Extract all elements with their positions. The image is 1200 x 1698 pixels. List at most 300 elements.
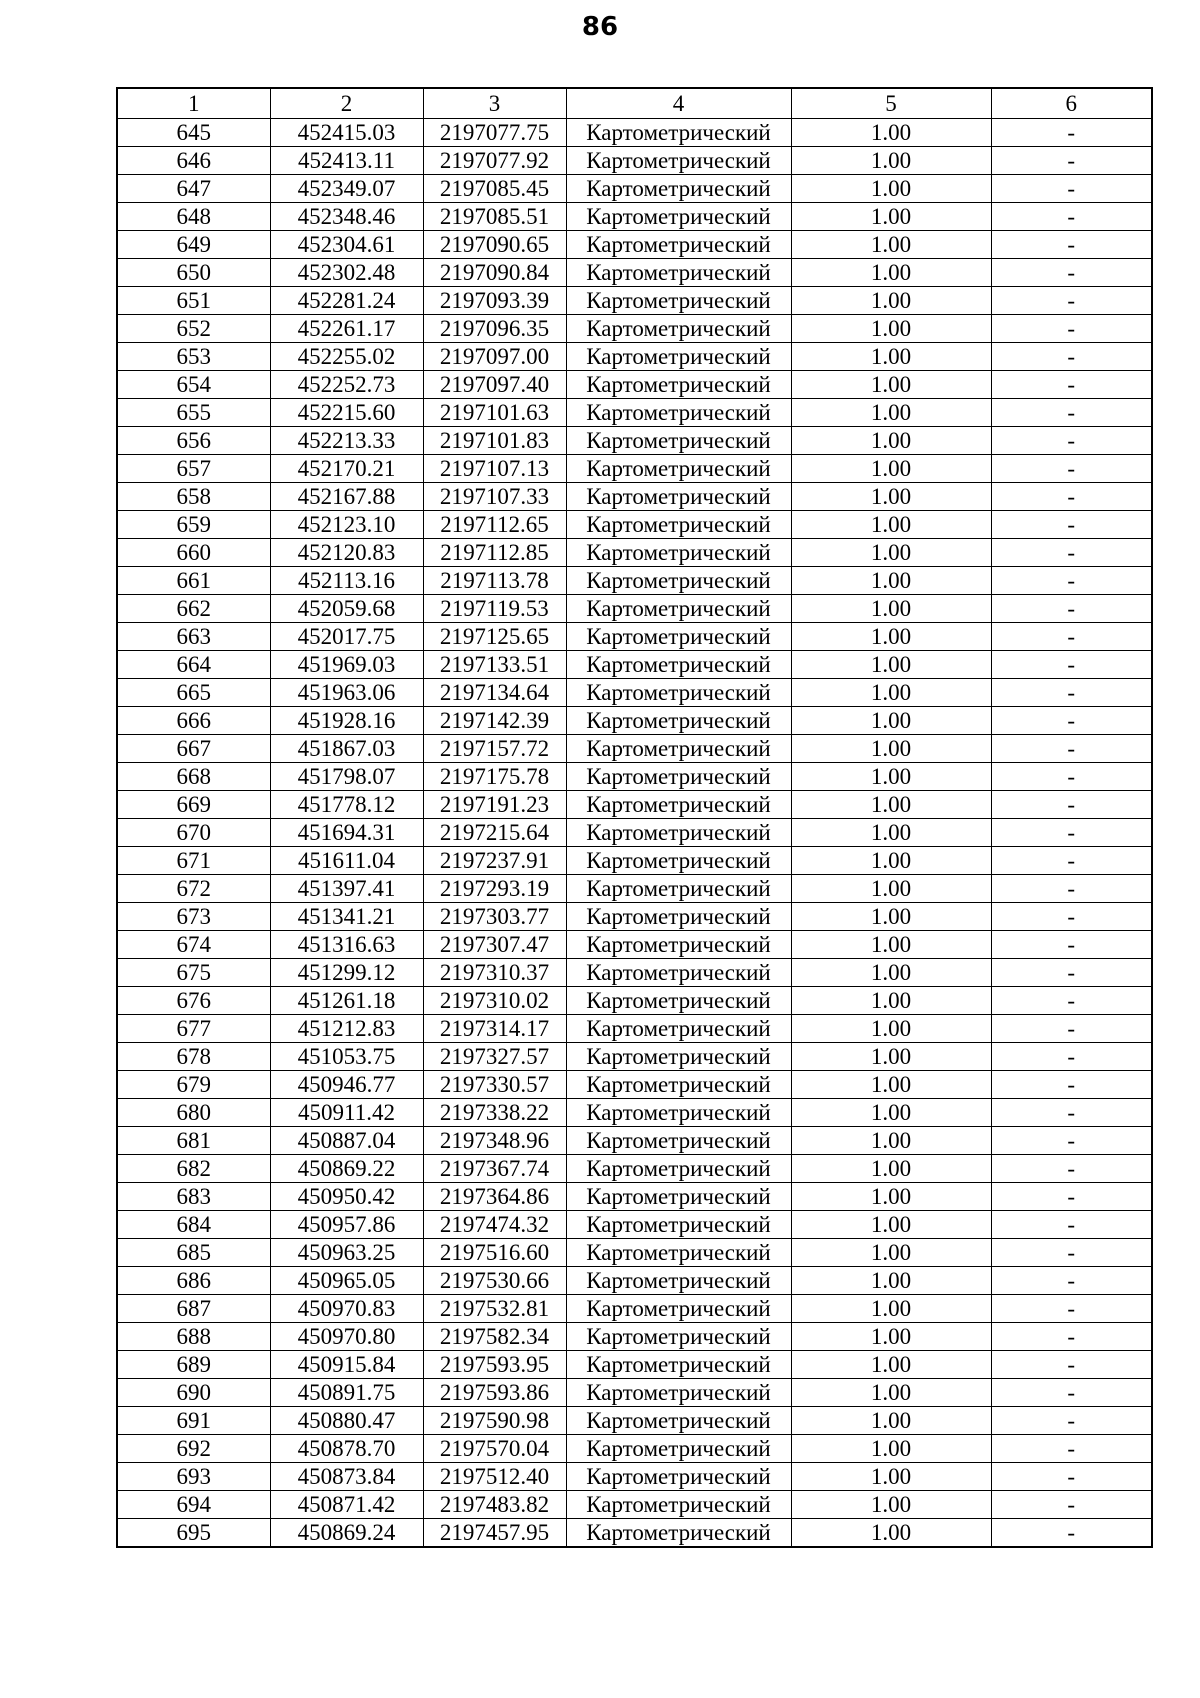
accuracy-cell: 1.00 — [791, 763, 991, 791]
note-cell: - — [991, 455, 1152, 483]
point-number-cell: 664 — [117, 651, 270, 679]
point-number-cell: 663 — [117, 623, 270, 651]
table-row — [117, 1155, 1152, 1183]
table-row — [117, 651, 1152, 679]
note-cell: - — [991, 1071, 1152, 1099]
note-cell: - — [991, 707, 1152, 735]
note-cell: - — [991, 651, 1152, 679]
x-coordinate-cell: 452252.73 — [270, 371, 423, 399]
x-coordinate-cell: 451397.41 — [270, 875, 423, 903]
accuracy-cell: 1.00 — [791, 231, 991, 259]
point-number-cell: 667 — [117, 735, 270, 763]
accuracy-cell: 1.00 — [791, 119, 991, 147]
y-coordinate-cell: 2197175.78 — [423, 763, 566, 791]
page-number: 86 — [581, 12, 619, 42]
y-coordinate-cell: 2197077.92 — [423, 147, 566, 175]
point-number-cell: 660 — [117, 539, 270, 567]
point-number-cell: 670 — [117, 819, 270, 847]
y-coordinate-cell: 2197530.66 — [423, 1267, 566, 1295]
note-cell: - — [991, 1267, 1152, 1295]
method-cell: Картометрический — [566, 147, 791, 175]
y-coordinate-cell: 2197125.65 — [423, 623, 566, 651]
x-coordinate-cell: 451212.83 — [270, 1015, 423, 1043]
y-coordinate-cell: 2197112.85 — [423, 539, 566, 567]
x-coordinate-cell: 451299.12 — [270, 959, 423, 987]
accuracy-cell: 1.00 — [791, 483, 991, 511]
accuracy-cell: 1.00 — [791, 1519, 991, 1548]
accuracy-cell: 1.00 — [791, 651, 991, 679]
y-coordinate-cell: 2197338.22 — [423, 1099, 566, 1127]
y-coordinate-cell: 2197097.40 — [423, 371, 566, 399]
x-coordinate-cell: 451341.21 — [270, 903, 423, 931]
table-row — [117, 1379, 1152, 1407]
x-coordinate-cell: 451261.18 — [270, 987, 423, 1015]
point-number-cell: 694 — [117, 1491, 270, 1519]
column-header: 3 — [423, 88, 566, 119]
point-number-cell: 680 — [117, 1099, 270, 1127]
method-cell: Картометрический — [566, 987, 791, 1015]
table-header-row — [117, 88, 1152, 119]
accuracy-cell: 1.00 — [791, 315, 991, 343]
y-coordinate-cell: 2197093.39 — [423, 287, 566, 315]
note-cell: - — [991, 343, 1152, 371]
point-number-cell: 657 — [117, 455, 270, 483]
method-cell: Картометрический — [566, 511, 791, 539]
method-cell: Картометрический — [566, 903, 791, 931]
table-row — [117, 847, 1152, 875]
note-cell: - — [991, 679, 1152, 707]
point-number-cell: 683 — [117, 1183, 270, 1211]
point-number-cell: 688 — [117, 1323, 270, 1351]
method-cell: Картометрический — [566, 539, 791, 567]
x-coordinate-cell: 452302.48 — [270, 259, 423, 287]
point-number-cell: 682 — [117, 1155, 270, 1183]
accuracy-cell: 1.00 — [791, 1435, 991, 1463]
column-header: 4 — [566, 88, 791, 119]
accuracy-cell: 1.00 — [791, 1211, 991, 1239]
accuracy-cell: 1.00 — [791, 931, 991, 959]
point-number-cell: 677 — [117, 1015, 270, 1043]
point-number-cell: 685 — [117, 1239, 270, 1267]
table-row — [117, 763, 1152, 791]
y-coordinate-cell: 2197303.77 — [423, 903, 566, 931]
point-number-cell: 650 — [117, 259, 270, 287]
x-coordinate-cell: 450963.25 — [270, 1239, 423, 1267]
note-cell: - — [991, 987, 1152, 1015]
method-cell: Картометрический — [566, 623, 791, 651]
point-number-cell: 646 — [117, 147, 270, 175]
note-cell: - — [991, 399, 1152, 427]
note-cell: - — [991, 511, 1152, 539]
method-cell: Картометрический — [566, 287, 791, 315]
accuracy-cell: 1.00 — [791, 539, 991, 567]
accuracy-cell: 1.00 — [791, 1239, 991, 1267]
x-coordinate-cell: 452304.61 — [270, 231, 423, 259]
accuracy-cell: 1.00 — [791, 1183, 991, 1211]
accuracy-cell: 1.00 — [791, 427, 991, 455]
accuracy-cell: 1.00 — [791, 623, 991, 651]
x-coordinate-cell: 452348.46 — [270, 203, 423, 231]
method-cell: Картометрический — [566, 371, 791, 399]
x-coordinate-cell: 452415.03 — [270, 119, 423, 147]
table-row — [117, 1043, 1152, 1071]
point-number-cell: 684 — [117, 1211, 270, 1239]
x-coordinate-cell: 451969.03 — [270, 651, 423, 679]
note-cell: - — [991, 1435, 1152, 1463]
y-coordinate-cell: 2197293.19 — [423, 875, 566, 903]
point-number-cell: 671 — [117, 847, 270, 875]
y-coordinate-cell: 2197582.34 — [423, 1323, 566, 1351]
note-cell: - — [991, 623, 1152, 651]
note-cell: - — [991, 231, 1152, 259]
accuracy-cell: 1.00 — [791, 147, 991, 175]
method-cell: Картометрический — [566, 175, 791, 203]
y-coordinate-cell: 2197516.60 — [423, 1239, 566, 1267]
note-cell: - — [991, 203, 1152, 231]
x-coordinate-cell: 450873.84 — [270, 1463, 423, 1491]
accuracy-cell: 1.00 — [791, 1379, 991, 1407]
point-number-cell: 648 — [117, 203, 270, 231]
table-row — [117, 875, 1152, 903]
column-header: 5 — [791, 88, 991, 119]
accuracy-cell: 1.00 — [791, 679, 991, 707]
note-cell: - — [991, 875, 1152, 903]
point-number-cell: 675 — [117, 959, 270, 987]
note-cell: - — [991, 1379, 1152, 1407]
method-cell: Картометрический — [566, 1183, 791, 1211]
accuracy-cell: 1.00 — [791, 175, 991, 203]
x-coordinate-cell: 450869.24 — [270, 1519, 423, 1548]
point-number-cell: 687 — [117, 1295, 270, 1323]
x-coordinate-cell: 451694.31 — [270, 819, 423, 847]
accuracy-cell: 1.00 — [791, 1015, 991, 1043]
table-row — [117, 1211, 1152, 1239]
method-cell: Картометрический — [566, 1407, 791, 1435]
accuracy-cell: 1.00 — [791, 1407, 991, 1435]
note-cell: - — [991, 1323, 1152, 1351]
method-cell: Картометрический — [566, 959, 791, 987]
point-number-cell: 686 — [117, 1267, 270, 1295]
method-cell: Картометрический — [566, 455, 791, 483]
x-coordinate-cell: 452213.33 — [270, 427, 423, 455]
point-number-cell: 695 — [117, 1519, 270, 1548]
method-cell: Картометрический — [566, 1323, 791, 1351]
x-coordinate-cell: 452349.07 — [270, 175, 423, 203]
y-coordinate-cell: 2197457.95 — [423, 1519, 566, 1548]
note-cell: - — [991, 287, 1152, 315]
method-cell: Картометрический — [566, 1099, 791, 1127]
point-number-cell: 669 — [117, 791, 270, 819]
x-coordinate-cell: 452017.75 — [270, 623, 423, 651]
point-number-cell: 654 — [117, 371, 270, 399]
x-coordinate-cell: 450970.80 — [270, 1323, 423, 1351]
x-coordinate-cell: 452120.83 — [270, 539, 423, 567]
y-coordinate-cell: 2197085.51 — [423, 203, 566, 231]
x-coordinate-cell: 452059.68 — [270, 595, 423, 623]
method-cell: Картометрический — [566, 735, 791, 763]
x-coordinate-cell: 451778.12 — [270, 791, 423, 819]
y-coordinate-cell: 2197570.04 — [423, 1435, 566, 1463]
accuracy-cell: 1.00 — [791, 455, 991, 483]
x-coordinate-cell: 450946.77 — [270, 1071, 423, 1099]
table-row — [117, 1519, 1152, 1548]
accuracy-cell: 1.00 — [791, 1043, 991, 1071]
method-cell: Картометрический — [566, 763, 791, 791]
note-cell: - — [991, 259, 1152, 287]
note-cell: - — [991, 1015, 1152, 1043]
accuracy-cell: 1.00 — [791, 903, 991, 931]
table-row — [117, 1491, 1152, 1519]
method-cell: Картометрический — [566, 1519, 791, 1548]
method-cell: Картометрический — [566, 847, 791, 875]
note-cell: - — [991, 427, 1152, 455]
y-coordinate-cell: 2197157.72 — [423, 735, 566, 763]
method-cell: Картометрический — [566, 651, 791, 679]
note-cell: - — [991, 1043, 1152, 1071]
y-coordinate-cell: 2197237.91 — [423, 847, 566, 875]
method-cell: Картометрический — [566, 791, 791, 819]
point-number-cell: 690 — [117, 1379, 270, 1407]
y-coordinate-cell: 2197101.83 — [423, 427, 566, 455]
table-row — [117, 1407, 1152, 1435]
method-cell: Картометрический — [566, 1211, 791, 1239]
y-coordinate-cell: 2197096.35 — [423, 315, 566, 343]
accuracy-cell: 1.00 — [791, 595, 991, 623]
x-coordinate-cell: 450970.83 — [270, 1295, 423, 1323]
method-cell: Картометрический — [566, 1351, 791, 1379]
point-number-cell: 649 — [117, 231, 270, 259]
accuracy-cell: 1.00 — [791, 1267, 991, 1295]
note-cell: - — [991, 119, 1152, 147]
point-number-cell: 666 — [117, 707, 270, 735]
point-number-cell: 668 — [117, 763, 270, 791]
table-row — [117, 203, 1152, 231]
accuracy-cell: 1.00 — [791, 707, 991, 735]
table-row — [117, 903, 1152, 931]
y-coordinate-cell: 2197367.74 — [423, 1155, 566, 1183]
table-row — [117, 399, 1152, 427]
method-cell: Картометрический — [566, 231, 791, 259]
method-cell: Картометрический — [566, 399, 791, 427]
table-row — [117, 1071, 1152, 1099]
note-cell: - — [991, 147, 1152, 175]
method-cell: Картометрический — [566, 259, 791, 287]
method-cell: Картометрический — [566, 1435, 791, 1463]
accuracy-cell: 1.00 — [791, 847, 991, 875]
accuracy-cell: 1.00 — [791, 819, 991, 847]
y-coordinate-cell: 2197097.00 — [423, 343, 566, 371]
x-coordinate-cell: 450915.84 — [270, 1351, 423, 1379]
accuracy-cell: 1.00 — [791, 1127, 991, 1155]
note-cell: - — [991, 1211, 1152, 1239]
note-cell: - — [991, 567, 1152, 595]
accuracy-cell: 1.00 — [791, 371, 991, 399]
table-row — [117, 595, 1152, 623]
y-coordinate-cell: 2197348.96 — [423, 1127, 566, 1155]
table-row — [117, 483, 1152, 511]
method-cell: Картометрический — [566, 1127, 791, 1155]
y-coordinate-cell: 2197532.81 — [423, 1295, 566, 1323]
point-number-cell: 659 — [117, 511, 270, 539]
table-row — [117, 455, 1152, 483]
accuracy-cell: 1.00 — [791, 1295, 991, 1323]
note-cell: - — [991, 539, 1152, 567]
table-row — [117, 679, 1152, 707]
point-number-cell: 647 — [117, 175, 270, 203]
method-cell: Картометрический — [566, 1239, 791, 1267]
y-coordinate-cell: 2197090.65 — [423, 231, 566, 259]
column-header: 2 — [270, 88, 423, 119]
accuracy-cell: 1.00 — [791, 399, 991, 427]
point-number-cell: 679 — [117, 1071, 270, 1099]
point-number-cell: 661 — [117, 567, 270, 595]
point-number-cell: 692 — [117, 1435, 270, 1463]
table-row — [117, 1267, 1152, 1295]
table-row — [117, 567, 1152, 595]
y-coordinate-cell: 2197107.13 — [423, 455, 566, 483]
x-coordinate-cell: 450950.42 — [270, 1183, 423, 1211]
accuracy-cell: 1.00 — [791, 1071, 991, 1099]
x-coordinate-cell: 452113.16 — [270, 567, 423, 595]
accuracy-cell: 1.00 — [791, 567, 991, 595]
table-row — [117, 371, 1152, 399]
note-cell: - — [991, 1491, 1152, 1519]
note-cell: - — [991, 1155, 1152, 1183]
point-number-cell: 658 — [117, 483, 270, 511]
x-coordinate-cell: 451611.04 — [270, 847, 423, 875]
table-row — [117, 931, 1152, 959]
point-number-cell: 674 — [117, 931, 270, 959]
y-coordinate-cell: 2197142.39 — [423, 707, 566, 735]
method-cell: Картометрический — [566, 819, 791, 847]
table-row — [117, 343, 1152, 371]
note-cell: - — [991, 959, 1152, 987]
table-row — [117, 819, 1152, 847]
point-number-cell: 681 — [117, 1127, 270, 1155]
y-coordinate-cell: 2197119.53 — [423, 595, 566, 623]
method-cell: Картометрический — [566, 1463, 791, 1491]
point-number-cell: 689 — [117, 1351, 270, 1379]
note-cell: - — [991, 763, 1152, 791]
table-row — [117, 259, 1152, 287]
note-cell: - — [991, 1351, 1152, 1379]
x-coordinate-cell: 452123.10 — [270, 511, 423, 539]
table-row — [117, 1295, 1152, 1323]
table-row — [117, 147, 1152, 175]
table-row — [117, 539, 1152, 567]
table-row — [117, 1435, 1152, 1463]
note-cell: - — [991, 1407, 1152, 1435]
note-cell: - — [991, 931, 1152, 959]
note-cell: - — [991, 315, 1152, 343]
point-number-cell: 662 — [117, 595, 270, 623]
accuracy-cell: 1.00 — [791, 287, 991, 315]
column-header: 6 — [991, 88, 1152, 119]
method-cell: Картометрический — [566, 1071, 791, 1099]
accuracy-cell: 1.00 — [791, 511, 991, 539]
table-row — [117, 1239, 1152, 1267]
y-coordinate-cell: 2197113.78 — [423, 567, 566, 595]
table-row — [117, 987, 1152, 1015]
accuracy-cell: 1.00 — [791, 791, 991, 819]
note-cell: - — [991, 1099, 1152, 1127]
y-coordinate-cell: 2197474.32 — [423, 1211, 566, 1239]
x-coordinate-cell: 450871.42 — [270, 1491, 423, 1519]
x-coordinate-cell: 450880.47 — [270, 1407, 423, 1435]
method-cell: Картометрический — [566, 567, 791, 595]
method-cell: Картометрический — [566, 1267, 791, 1295]
table-row — [117, 427, 1152, 455]
y-coordinate-cell: 2197310.37 — [423, 959, 566, 987]
y-coordinate-cell: 2197107.33 — [423, 483, 566, 511]
note-cell: - — [991, 819, 1152, 847]
note-cell: - — [991, 175, 1152, 203]
x-coordinate-cell: 451798.07 — [270, 763, 423, 791]
table-row — [117, 287, 1152, 315]
method-cell: Картометрический — [566, 1379, 791, 1407]
y-coordinate-cell: 2197310.02 — [423, 987, 566, 1015]
method-cell: Картометрический — [566, 875, 791, 903]
note-cell: - — [991, 1463, 1152, 1491]
accuracy-cell: 1.00 — [791, 875, 991, 903]
point-number-cell: 673 — [117, 903, 270, 931]
note-cell: - — [991, 1239, 1152, 1267]
y-coordinate-cell: 2197330.57 — [423, 1071, 566, 1099]
accuracy-cell: 1.00 — [791, 735, 991, 763]
accuracy-cell: 1.00 — [791, 203, 991, 231]
note-cell: - — [991, 903, 1152, 931]
y-coordinate-cell: 2197327.57 — [423, 1043, 566, 1071]
y-coordinate-cell: 2197090.84 — [423, 259, 566, 287]
point-number-cell: 676 — [117, 987, 270, 1015]
table-row — [117, 511, 1152, 539]
point-number-cell: 691 — [117, 1407, 270, 1435]
y-coordinate-cell: 2197590.98 — [423, 1407, 566, 1435]
y-coordinate-cell: 2197307.47 — [423, 931, 566, 959]
y-coordinate-cell: 2197134.64 — [423, 679, 566, 707]
x-coordinate-cell: 450965.05 — [270, 1267, 423, 1295]
table-row — [117, 1099, 1152, 1127]
table-row — [117, 1323, 1152, 1351]
note-cell: - — [991, 791, 1152, 819]
point-number-cell: 678 — [117, 1043, 270, 1071]
method-cell: Картометрический — [566, 1491, 791, 1519]
point-number-cell: 653 — [117, 343, 270, 371]
y-coordinate-cell: 2197593.95 — [423, 1351, 566, 1379]
y-coordinate-cell: 2197364.86 — [423, 1183, 566, 1211]
point-number-cell: 655 — [117, 399, 270, 427]
table-row — [117, 1183, 1152, 1211]
y-coordinate-cell: 2197133.51 — [423, 651, 566, 679]
y-coordinate-cell: 2197215.64 — [423, 819, 566, 847]
table-row — [117, 1463, 1152, 1491]
table-row — [117, 707, 1152, 735]
point-number-cell: 693 — [117, 1463, 270, 1491]
table-row — [117, 119, 1152, 147]
y-coordinate-cell: 2197314.17 — [423, 1015, 566, 1043]
x-coordinate-cell: 451867.03 — [270, 735, 423, 763]
accuracy-cell: 1.00 — [791, 987, 991, 1015]
accuracy-cell: 1.00 — [791, 1491, 991, 1519]
note-cell: - — [991, 483, 1152, 511]
column-header: 1 — [117, 88, 270, 119]
table-row — [117, 791, 1152, 819]
y-coordinate-cell: 2197077.75 — [423, 119, 566, 147]
y-coordinate-cell: 2197191.23 — [423, 791, 566, 819]
method-cell: Картометрический — [566, 931, 791, 959]
method-cell: Картометрический — [566, 315, 791, 343]
note-cell: - — [991, 735, 1152, 763]
